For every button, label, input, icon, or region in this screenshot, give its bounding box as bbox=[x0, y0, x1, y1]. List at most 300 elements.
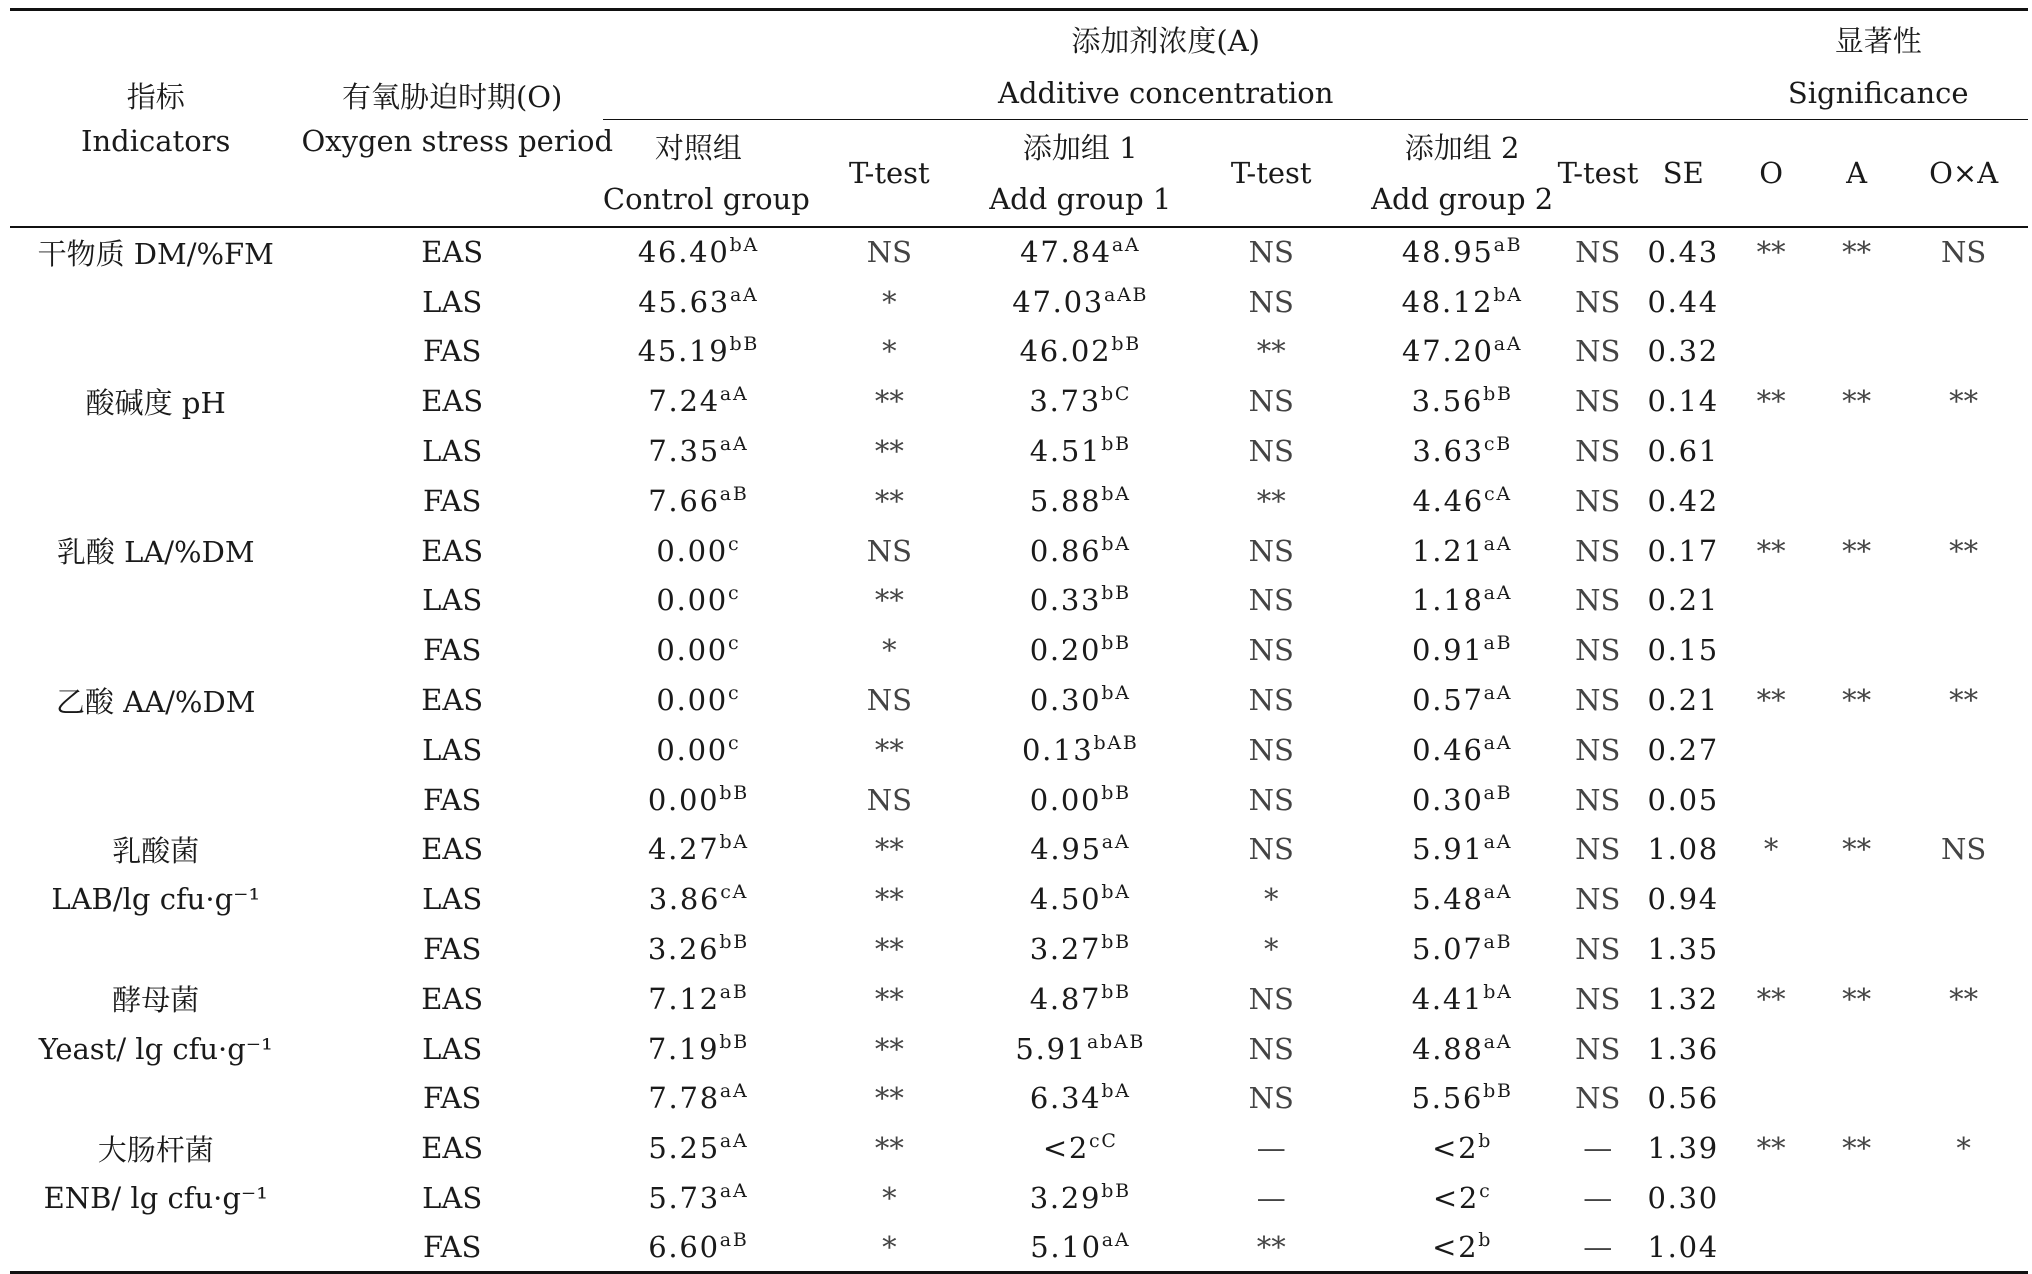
control-value-text: 6.60 bbox=[648, 1230, 720, 1265]
sig-o-cell bbox=[1728, 476, 1813, 526]
ttest2-text: NS bbox=[1248, 434, 1294, 469]
ttest1-cell bbox=[794, 825, 985, 875]
ttest1-cell bbox=[794, 1074, 985, 1124]
se-text: 0.14 bbox=[1647, 384, 1719, 419]
se-cell bbox=[1638, 1123, 1728, 1173]
significance-letters: bAB bbox=[1093, 731, 1139, 754]
se-text: 0.21 bbox=[1647, 683, 1719, 718]
period-text: FAS bbox=[422, 334, 482, 369]
ttest3-cell bbox=[1558, 974, 1638, 1024]
ttest1-cell bbox=[794, 1223, 985, 1273]
significance-letters: aA bbox=[1483, 731, 1513, 754]
ttest3-text: NS bbox=[1575, 334, 1621, 369]
ttest3-cell bbox=[1558, 376, 1638, 426]
se-text: 1.08 bbox=[1647, 832, 1719, 867]
sig-o-cell bbox=[1728, 327, 1813, 377]
ttest3-cell bbox=[1558, 675, 1638, 725]
period-text: EAS bbox=[421, 533, 484, 568]
ttest3-text: NS bbox=[1575, 434, 1621, 469]
significance-letters: bA bbox=[1101, 881, 1131, 904]
period-text: FAS bbox=[422, 483, 482, 518]
ttest2-cell bbox=[1176, 1074, 1367, 1124]
sig-a-cell bbox=[1814, 1173, 1899, 1223]
sig-o-text: ** bbox=[1756, 683, 1786, 718]
control-value-cell bbox=[603, 625, 794, 675]
sig-a-text: ** bbox=[1842, 832, 1872, 867]
sig-o-text: ** bbox=[1756, 533, 1786, 568]
sig-o-cell bbox=[1728, 1074, 1813, 1124]
indicator-text: 大肠杆菌 bbox=[97, 1132, 214, 1167]
significance-letters: bB bbox=[719, 931, 749, 954]
ttest2-text: NS bbox=[1248, 732, 1294, 767]
ttest3-cell bbox=[1558, 825, 1638, 875]
ttest3-text: NS bbox=[1575, 882, 1621, 917]
sig-o-cell bbox=[1728, 526, 1813, 576]
period-cell bbox=[301, 1173, 602, 1223]
significance-letters: bB bbox=[719, 781, 749, 804]
period-cell bbox=[301, 376, 602, 426]
ttest1-text: ** bbox=[874, 882, 904, 917]
ttest3-text: — bbox=[1583, 1131, 1613, 1166]
indicator-text: 乳酸菌 bbox=[112, 833, 200, 868]
add1-value-text: 0.20 bbox=[1029, 633, 1102, 668]
significance-letters: bB bbox=[1101, 582, 1131, 605]
sig-oxa-cell bbox=[1899, 476, 2028, 526]
ttest3-text: NS bbox=[1575, 782, 1621, 817]
significance-letters: bA bbox=[1101, 1080, 1131, 1103]
significance-letters: aA bbox=[1483, 682, 1513, 705]
add2-value-cell bbox=[1367, 924, 1558, 974]
control-value-text: 0.00 bbox=[656, 583, 728, 618]
indicator-cell bbox=[10, 775, 301, 825]
ttest2-cell bbox=[1176, 227, 1367, 277]
significance-letters: bB bbox=[1483, 383, 1513, 406]
significance-letters: bB bbox=[1101, 980, 1131, 1003]
ttest2-cell bbox=[1176, 1123, 1367, 1173]
significance-letters: aA bbox=[1111, 234, 1141, 257]
ttest3-cell bbox=[1558, 227, 1638, 277]
col-significance-cn: 显著性 bbox=[1728, 10, 2028, 68]
sig-o-cell bbox=[1728, 376, 1813, 426]
ttest1-cell bbox=[794, 625, 985, 675]
sig-a-cell bbox=[1814, 924, 1899, 974]
significance-letters: bC bbox=[1100, 383, 1132, 406]
add2-value-cell bbox=[1367, 576, 1558, 626]
col-se: SE bbox=[1638, 120, 1728, 228]
table-row bbox=[10, 1123, 2028, 1173]
sig-oxa-cell bbox=[1899, 775, 2028, 825]
se-cell bbox=[1638, 1024, 1728, 1074]
sig-oxa-cell bbox=[1899, 825, 2028, 875]
table-row bbox=[10, 1074, 2028, 1124]
table-row bbox=[10, 277, 2028, 327]
ttest2-cell bbox=[1176, 825, 1367, 875]
period-cell bbox=[301, 675, 602, 725]
significance-letters: aA bbox=[719, 1080, 749, 1103]
significance-letters: bB bbox=[1101, 931, 1131, 954]
period-text: FAS bbox=[422, 633, 482, 668]
add2-value-text: <2 bbox=[1432, 1181, 1480, 1216]
significance-letters: aA bbox=[1483, 532, 1513, 555]
add1-value-cell bbox=[985, 775, 1176, 825]
ttest3-cell bbox=[1558, 327, 1638, 377]
significance-letters: aB bbox=[1493, 234, 1523, 257]
ttest2-text: NS bbox=[1248, 384, 1294, 419]
add2-value-cell bbox=[1367, 874, 1558, 924]
se-cell bbox=[1638, 576, 1728, 626]
ttest3-cell bbox=[1558, 1173, 1638, 1223]
ttest2-text: ** bbox=[1256, 1230, 1286, 1265]
table-row bbox=[10, 1173, 2028, 1223]
significance-letters: abAB bbox=[1086, 1030, 1146, 1053]
sig-oxa-cell bbox=[1899, 1074, 2028, 1124]
control-value-cell bbox=[603, 576, 794, 626]
add2-value-cell bbox=[1367, 625, 1558, 675]
se-cell bbox=[1638, 725, 1728, 775]
add2-value-text: 1.21 bbox=[1412, 533, 1484, 568]
period-cell bbox=[301, 576, 602, 626]
ttest1-text: * bbox=[882, 284, 897, 319]
ttest1-cell bbox=[794, 327, 985, 377]
significance-letters: aB bbox=[1483, 632, 1513, 655]
sig-oxa-cell bbox=[1899, 576, 2028, 626]
add2-value-cell bbox=[1367, 327, 1558, 377]
add1-value-cell bbox=[985, 725, 1176, 775]
add2-value-cell bbox=[1367, 825, 1558, 875]
add1-value-cell bbox=[985, 476, 1176, 526]
significance-letters: aB bbox=[1483, 931, 1513, 954]
sig-a-cell bbox=[1814, 1024, 1899, 1074]
add1-value-cell bbox=[985, 974, 1176, 1024]
sig-a-cell bbox=[1814, 675, 1899, 725]
add2-value-text: 1.18 bbox=[1412, 583, 1484, 618]
ttest3-cell bbox=[1558, 576, 1638, 626]
add2-value-text: 5.48 bbox=[1412, 882, 1484, 917]
ttest3-cell bbox=[1558, 1223, 1638, 1273]
ttest3-text: NS bbox=[1575, 683, 1621, 718]
add2-value-text: 48.95 bbox=[1401, 235, 1494, 270]
period-cell bbox=[301, 974, 602, 1024]
sig-oxa-cell bbox=[1899, 1223, 2028, 1273]
sig-a-cell bbox=[1814, 1123, 1899, 1173]
add1-value-text: 0.30 bbox=[1029, 683, 1102, 718]
period-cell bbox=[301, 277, 602, 327]
add1-value-cell bbox=[985, 327, 1176, 377]
indicator-cell bbox=[10, 1074, 301, 1124]
ttest3-text: NS bbox=[1575, 633, 1621, 668]
sig-oxa-text: ** bbox=[1949, 981, 1979, 1016]
ttest2-cell bbox=[1176, 576, 1367, 626]
significance-letters: cC bbox=[1089, 1130, 1118, 1153]
add1-value-cell bbox=[985, 576, 1176, 626]
control-value-cell bbox=[603, 476, 794, 526]
sig-o-cell bbox=[1728, 775, 1813, 825]
control-value-text: 7.78 bbox=[648, 1081, 720, 1116]
significance-letters: aA bbox=[719, 383, 749, 406]
table-row bbox=[10, 675, 2028, 725]
ttest2-text: NS bbox=[1248, 1031, 1294, 1066]
significance-letters: bA bbox=[719, 831, 749, 854]
indicator-cell bbox=[10, 1173, 301, 1223]
ttest2-text: NS bbox=[1248, 683, 1294, 718]
col-indicators-en: Indicators bbox=[10, 120, 301, 228]
indicator-cell bbox=[10, 1223, 301, 1273]
sig-a-cell bbox=[1814, 625, 1899, 675]
col-oxa: O×A bbox=[1899, 120, 2028, 228]
significance-letters: bB bbox=[1101, 781, 1131, 804]
col-additive-en: Additive concentration bbox=[603, 67, 1729, 120]
ttest2-text: NS bbox=[1248, 284, 1294, 319]
ttest2-text: NS bbox=[1248, 1081, 1294, 1116]
period-cell bbox=[301, 1123, 602, 1173]
ttest1-text: ** bbox=[874, 583, 904, 618]
control-value-cell bbox=[603, 725, 794, 775]
ttest2-text: NS bbox=[1248, 633, 1294, 668]
add2-value-text: 47.20 bbox=[1402, 334, 1494, 369]
ttest2-cell bbox=[1176, 476, 1367, 526]
period-text: FAS bbox=[422, 932, 482, 967]
se-text: 0.27 bbox=[1647, 732, 1719, 767]
significance-letters: aB bbox=[719, 1229, 749, 1252]
add2-value-cell bbox=[1367, 526, 1558, 576]
add1-value-cell bbox=[985, 874, 1176, 924]
table-row bbox=[10, 526, 2028, 576]
sig-o-cell bbox=[1728, 277, 1813, 327]
significance-letters: aA bbox=[719, 1180, 749, 1203]
significance-letters: aA bbox=[1483, 881, 1513, 904]
control-value-text: 4.27 bbox=[647, 832, 720, 867]
ttest1-cell bbox=[794, 775, 985, 825]
control-value-text: 5.73 bbox=[648, 1181, 720, 1216]
add2-value-text: 0.30 bbox=[1411, 782, 1484, 817]
significance-letters: bA bbox=[1101, 682, 1131, 705]
add2-value-text: 0.57 bbox=[1412, 683, 1484, 718]
sig-o-cell bbox=[1728, 1173, 1813, 1223]
sig-o-cell bbox=[1728, 1024, 1813, 1074]
add2-value-text: 5.56 bbox=[1411, 1081, 1484, 1116]
table-row bbox=[10, 775, 2028, 825]
ttest2-text: NS bbox=[1248, 533, 1294, 568]
ttest3-cell bbox=[1558, 1074, 1638, 1124]
se-cell bbox=[1638, 1173, 1728, 1223]
sig-a-cell bbox=[1814, 1074, 1899, 1124]
col-add1-cn: 添加组 1 bbox=[1022, 130, 1138, 165]
table-row bbox=[10, 576, 2028, 626]
period-cell bbox=[301, 1223, 602, 1273]
se-cell bbox=[1638, 924, 1728, 974]
ttest3-text: NS bbox=[1575, 1031, 1621, 1066]
ttest1-cell bbox=[794, 376, 985, 426]
sig-a-cell bbox=[1814, 376, 1899, 426]
period-text: EAS bbox=[421, 1131, 484, 1166]
sig-o-cell bbox=[1728, 625, 1813, 675]
add1-value-text: 46.02 bbox=[1019, 334, 1112, 369]
control-value-text: 7.12 bbox=[648, 981, 720, 1016]
add1-value-cell bbox=[985, 1173, 1176, 1223]
ttest1-cell bbox=[794, 227, 985, 277]
se-cell bbox=[1638, 1223, 1728, 1273]
add2-value-cell bbox=[1367, 277, 1558, 327]
ttest2-cell bbox=[1176, 327, 1367, 377]
ttest1-text: * bbox=[882, 1181, 897, 1216]
ttest2-text: * bbox=[1263, 882, 1279, 917]
ttest2-text: NS bbox=[1248, 981, 1294, 1016]
table-header bbox=[10, 10, 2028, 228]
ttest3-cell bbox=[1558, 924, 1638, 974]
ttest2-text: — bbox=[1256, 1131, 1286, 1166]
control-value-text: 7.24 bbox=[648, 384, 720, 419]
sig-oxa-text: ** bbox=[1949, 384, 1979, 419]
significance-letters: aB bbox=[719, 980, 749, 1003]
sig-a-cell bbox=[1814, 1223, 1899, 1273]
se-cell bbox=[1638, 974, 1728, 1024]
significance-letters: c bbox=[727, 632, 741, 655]
indicator-cell bbox=[10, 376, 301, 426]
sig-o-cell bbox=[1728, 825, 1813, 875]
indicator-text: LAB/lg cfu·g⁻¹ bbox=[51, 882, 261, 917]
add2-value-text: 0.46 bbox=[1412, 732, 1484, 767]
indicator-cell bbox=[10, 576, 301, 626]
indicator-cell bbox=[10, 1024, 301, 1074]
sig-oxa-cell bbox=[1899, 974, 2028, 1024]
add2-value-text: 4.41 bbox=[1411, 981, 1484, 1016]
control-value-cell bbox=[603, 526, 794, 576]
ttest3-text: NS bbox=[1575, 583, 1621, 618]
add1-value-text: 4.51 bbox=[1029, 434, 1102, 469]
period-cell bbox=[301, 725, 602, 775]
control-value-text: 0.00 bbox=[647, 782, 720, 817]
ttest2-text: * bbox=[1263, 932, 1279, 967]
sig-o-text: * bbox=[1763, 832, 1779, 867]
period-cell bbox=[301, 775, 602, 825]
sig-o-cell bbox=[1728, 725, 1813, 775]
control-value-cell bbox=[603, 1024, 794, 1074]
control-value-text: 46.40 bbox=[637, 235, 730, 270]
se-text: 1.32 bbox=[1647, 981, 1719, 1016]
sig-o-text: ** bbox=[1756, 981, 1786, 1016]
significance-letters: aA bbox=[1483, 1030, 1513, 1053]
sig-oxa-cell bbox=[1899, 526, 2028, 576]
sig-a-cell bbox=[1814, 327, 1899, 377]
significance-letters: bB bbox=[729, 333, 760, 356]
ttest1-text: ** bbox=[874, 1031, 904, 1066]
sig-oxa-text: ** bbox=[1949, 683, 1979, 718]
control-value-cell bbox=[603, 775, 794, 825]
control-value-text: 45.19 bbox=[637, 334, 730, 369]
sig-o-cell bbox=[1728, 874, 1813, 924]
sig-oxa-cell bbox=[1899, 675, 2028, 725]
period-text: EAS bbox=[421, 384, 484, 419]
add2-value-cell bbox=[1367, 675, 1558, 725]
sig-o-cell bbox=[1728, 1123, 1813, 1173]
add2-value-text: 5.91 bbox=[1412, 832, 1484, 867]
col-control-en: Control group bbox=[603, 172, 794, 227]
period-text: EAS bbox=[421, 683, 484, 718]
period-cell bbox=[301, 526, 602, 576]
control-value-cell bbox=[603, 675, 794, 725]
add2-value-cell bbox=[1367, 426, 1558, 476]
table-row bbox=[10, 476, 2028, 526]
control-value-cell bbox=[603, 1173, 794, 1223]
se-cell bbox=[1638, 426, 1728, 476]
ttest1-text: ** bbox=[874, 732, 904, 767]
ttest2-cell bbox=[1176, 376, 1367, 426]
sig-a-text: ** bbox=[1842, 384, 1872, 419]
period-cell bbox=[301, 1074, 602, 1124]
ttest3-text: NS bbox=[1575, 932, 1621, 967]
add1-value-text: 4.50 bbox=[1029, 882, 1102, 917]
add1-value-cell bbox=[985, 227, 1176, 277]
sig-oxa-text: NS bbox=[1941, 832, 1987, 867]
sig-oxa-cell bbox=[1899, 725, 2028, 775]
ttest3-text: NS bbox=[1575, 1081, 1621, 1116]
col-ttest-2: T-test bbox=[1176, 120, 1367, 228]
period-text: LAS bbox=[422, 882, 483, 917]
ttest1-cell bbox=[794, 1123, 985, 1173]
add2-value-cell bbox=[1367, 725, 1558, 775]
add2-value-cell bbox=[1367, 775, 1558, 825]
control-value-cell bbox=[603, 376, 794, 426]
significance-letters: bB bbox=[1111, 333, 1141, 356]
sig-o-cell bbox=[1728, 576, 1813, 626]
col-additive-cn: 添加剂浓度(A) bbox=[603, 10, 1729, 68]
se-cell bbox=[1638, 476, 1728, 526]
ttest3-text: NS bbox=[1575, 235, 1621, 270]
ttest2-cell bbox=[1176, 874, 1367, 924]
add1-value-text: 0.86 bbox=[1029, 533, 1102, 568]
add2-value-text: 4.88 bbox=[1412, 1031, 1484, 1066]
se-text: 0.30 bbox=[1647, 1181, 1719, 1216]
sig-o-cell bbox=[1728, 974, 1813, 1024]
add1-value-text: 4.87 bbox=[1029, 981, 1102, 1016]
sig-oxa-cell bbox=[1899, 277, 2028, 327]
sig-a-text: ** bbox=[1842, 235, 1872, 270]
se-cell bbox=[1638, 327, 1728, 377]
add1-value-cell bbox=[985, 526, 1176, 576]
ttest3-text: NS bbox=[1575, 832, 1621, 867]
control-value-text: 3.86 bbox=[648, 882, 721, 917]
control-value-text: 5.25 bbox=[648, 1131, 720, 1166]
significance-letters: aA bbox=[1483, 831, 1513, 854]
sig-oxa-text: NS bbox=[1941, 235, 1987, 270]
sig-o-cell bbox=[1728, 426, 1813, 476]
sig-o-cell bbox=[1728, 675, 1813, 725]
se-text: 0.17 bbox=[1647, 533, 1719, 568]
significance-letters: bB bbox=[1101, 632, 1131, 655]
ttest3-text: NS bbox=[1575, 483, 1621, 518]
add1-value-text: <2 bbox=[1042, 1131, 1090, 1166]
ttest2-text: ** bbox=[1256, 334, 1286, 369]
sig-a-cell bbox=[1814, 426, 1899, 476]
add2-value-cell bbox=[1367, 476, 1558, 526]
period-cell bbox=[301, 426, 602, 476]
col-period-en: Oxygen stress period bbox=[301, 120, 602, 228]
ttest1-cell bbox=[794, 675, 985, 725]
se-cell bbox=[1638, 376, 1728, 426]
add2-value-text: 5.07 bbox=[1411, 932, 1484, 967]
col-add2-cn: 添加组 2 bbox=[1404, 130, 1520, 165]
table-row bbox=[10, 625, 2028, 675]
se-text: 0.32 bbox=[1647, 334, 1719, 369]
add1-value-text: 0.00 bbox=[1029, 782, 1102, 817]
add2-value-cell bbox=[1367, 1074, 1558, 1124]
ttest3-cell bbox=[1558, 1024, 1638, 1074]
significance-letters: aA bbox=[1101, 831, 1131, 854]
period-text: FAS bbox=[422, 782, 482, 817]
indicator-cell bbox=[10, 825, 301, 875]
ttest1-text: NS bbox=[866, 782, 912, 817]
sig-oxa-text: ** bbox=[1949, 533, 1979, 568]
